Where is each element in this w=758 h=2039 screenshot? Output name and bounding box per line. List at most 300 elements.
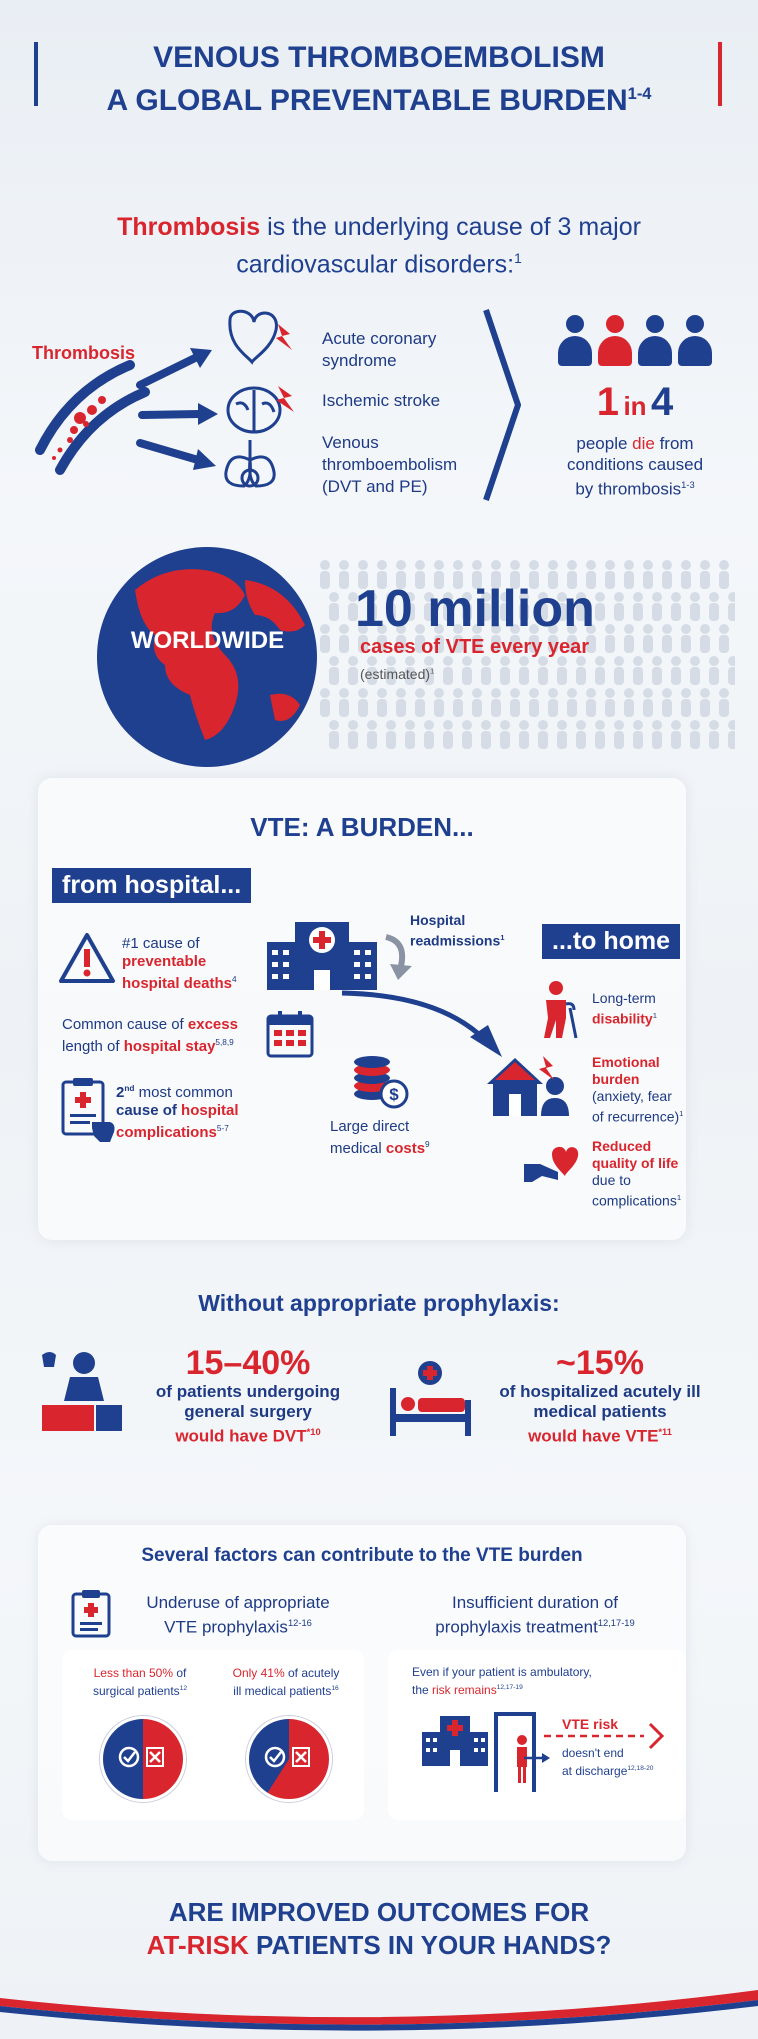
brain-icon xyxy=(228,386,294,432)
crowd-head xyxy=(576,720,586,730)
readmit-line-2 xyxy=(410,929,540,950)
pie-2-sup: 16 xyxy=(331,1685,339,1692)
crowd-head xyxy=(434,688,444,698)
stay-line-2 xyxy=(62,1034,262,1056)
lungs-icon xyxy=(226,440,274,486)
crowd-body xyxy=(671,603,681,621)
prophylaxis-title: Without appropriate prophylaxis: xyxy=(198,1290,560,1316)
stat-in: in xyxy=(623,391,647,421)
crowd-body xyxy=(462,731,472,749)
crowd-body xyxy=(681,571,691,589)
qol-line-3: due to xyxy=(592,1172,631,1188)
crowd-head xyxy=(643,688,653,698)
crowd-head xyxy=(652,720,662,730)
crowd-head xyxy=(643,624,653,634)
crowd-body xyxy=(690,603,700,621)
crowd-head xyxy=(633,656,643,666)
elderly-cane-icon xyxy=(540,980,584,1040)
crowd-body xyxy=(443,731,453,749)
crowd-body xyxy=(377,699,387,717)
crowd-body xyxy=(320,699,330,717)
stat-text-3: conditions caused xyxy=(566,455,704,474)
crowd-body xyxy=(614,731,624,749)
deaths-line-2: preventable xyxy=(122,953,207,970)
crowd-body xyxy=(595,731,605,749)
pie-2-caption xyxy=(216,1666,356,1699)
crowd-head xyxy=(700,560,710,570)
stat-sup: 1-3 xyxy=(681,480,695,490)
crowd-body xyxy=(415,699,425,717)
cost-sup: 9 xyxy=(425,1140,430,1149)
duration-heading xyxy=(400,1592,670,1638)
qol-line-4 xyxy=(592,1189,712,1210)
thrombosis-diagram xyxy=(30,300,330,490)
stat-text-2: from xyxy=(654,434,694,453)
crowd-body xyxy=(690,731,700,749)
crowd-body xyxy=(700,635,710,653)
crowd-head xyxy=(386,720,396,730)
comp-complications: complications xyxy=(116,1124,217,1141)
crowd-body xyxy=(557,667,567,685)
disorder-acs: Acute coronary syndrome xyxy=(322,329,437,370)
estimated-text: (estimated) xyxy=(360,666,431,682)
disability-line-2 xyxy=(592,1007,702,1028)
crowd-body xyxy=(481,731,491,749)
crowd-head xyxy=(671,720,681,730)
stat-one: 1 xyxy=(596,380,619,424)
crowd-head xyxy=(690,592,700,602)
crowd-body xyxy=(671,667,681,685)
qol-line-2: quality of life xyxy=(592,1155,679,1171)
stay-line-1 xyxy=(62,1016,262,1034)
title-sup: 1-4 xyxy=(627,85,652,103)
vte-risk-label: VTE risk xyxy=(562,1716,619,1732)
crowd-body xyxy=(348,731,358,749)
warning-icon xyxy=(58,932,116,984)
crowd-body xyxy=(681,635,691,653)
emotional-line-4-text: of recurrence) xyxy=(592,1108,680,1125)
crowd-head xyxy=(434,560,444,570)
crowd-head xyxy=(481,720,491,730)
crowd-body xyxy=(424,731,434,749)
arrow-icons xyxy=(140,348,218,470)
footer-line-2-text: PATIENTS IN YOUR HANDS? xyxy=(248,1930,612,1960)
crowd-head xyxy=(500,720,510,730)
clipboard-thumbs-down-icon xyxy=(60,1076,120,1146)
crowd-body xyxy=(614,667,624,685)
stay-line-1-text: Common cause of xyxy=(62,1016,188,1033)
crowd-head xyxy=(396,688,406,698)
factors-title: Several factors can contribute to the VTE burden xyxy=(141,1545,583,1566)
crowd-head xyxy=(671,656,681,666)
crowd-head xyxy=(614,656,624,666)
crowd-head xyxy=(510,688,520,698)
emotional-line-1: Emotional xyxy=(592,1054,660,1070)
crowd-head xyxy=(624,688,634,698)
stay-line-2-text: length of xyxy=(62,1038,124,1055)
crowd-head xyxy=(700,624,710,634)
footer-at-risk: AT-RISK xyxy=(146,1930,249,1960)
crowd-head xyxy=(624,560,634,570)
duration-line-2-text: prophylaxis treatment xyxy=(435,1617,598,1637)
comp-line-2 xyxy=(116,1102,296,1120)
comp-hospital: hospital xyxy=(181,1102,239,1119)
crowd-head xyxy=(548,560,558,570)
comp-line-1-text: most common xyxy=(134,1084,233,1101)
crowd-head xyxy=(339,688,349,698)
crowd-head xyxy=(472,560,482,570)
disorder-stroke: Ischemic stroke xyxy=(322,391,441,410)
crowd-body xyxy=(709,603,719,621)
crowd-body xyxy=(605,699,615,717)
ambulatory-line-2 xyxy=(412,1680,682,1698)
pie-2-line-2 xyxy=(216,1681,356,1699)
crowd-head xyxy=(529,560,539,570)
from-hospital-tag: from hospital... xyxy=(52,868,251,903)
surgery-sup: *10 xyxy=(306,1427,321,1437)
crowd-head xyxy=(719,560,729,570)
burden-title: VTE: A BURDEN... xyxy=(250,812,474,842)
crowd-body xyxy=(329,667,339,685)
disorder-vte: Venous thromboembolism (DVT and PE) xyxy=(322,433,458,496)
readmit-sup: 1 xyxy=(500,933,505,942)
surgery-line-3 xyxy=(132,1422,364,1447)
crowd-body xyxy=(633,603,643,621)
crowd-body xyxy=(339,635,349,653)
crowd-body xyxy=(709,667,719,685)
svg-text:$: $ xyxy=(389,1085,399,1104)
underuse-sup: 12-16 xyxy=(287,1618,312,1628)
crowd-body xyxy=(728,603,735,621)
hospital-icon xyxy=(262,912,382,992)
crowd-body xyxy=(700,699,710,717)
crowd-body xyxy=(519,731,529,749)
thrombosis-label: Thrombosis xyxy=(32,343,136,363)
crowd-body xyxy=(605,635,615,653)
crowd-head xyxy=(690,720,700,730)
crowd-head xyxy=(624,624,634,634)
footer-line-2 xyxy=(0,1929,758,1962)
crowd-body xyxy=(595,603,605,621)
crowd-body xyxy=(662,571,672,589)
crowd-body xyxy=(576,731,586,749)
crowd-body xyxy=(339,699,349,717)
risk-sup: 12,18-20 xyxy=(627,1765,654,1772)
title-line-2-text: A GLOBAL PREVENTABLE BURDEN xyxy=(106,84,628,117)
pie-1-line-1-text: of xyxy=(173,1666,187,1680)
crowd-head xyxy=(709,720,719,730)
crowd-head xyxy=(662,560,672,570)
underuse-heading xyxy=(118,1592,358,1638)
pie-2-line-1-text: of acutely xyxy=(284,1666,340,1680)
deaths-text xyxy=(122,935,282,993)
medical-line-2: medical patients xyxy=(533,1402,667,1421)
surgery-line-1: of patients undergoing xyxy=(155,1382,341,1401)
crowd-body xyxy=(510,699,520,717)
person-icon-red xyxy=(598,315,632,369)
disability-red: disability xyxy=(592,1010,653,1027)
crowd-body xyxy=(386,731,396,749)
stat-text-4: by thrombosis xyxy=(575,479,682,499)
crowd-body xyxy=(633,731,643,749)
to-home-tag: ...to home xyxy=(542,924,680,959)
stay-excess: excess xyxy=(187,1016,238,1033)
pie-1-sup: 12 xyxy=(179,1685,188,1692)
crowd-head xyxy=(586,688,596,698)
pie-2-line-2-text: ill medical patients xyxy=(233,1684,332,1698)
crowd-body xyxy=(681,699,691,717)
crowd-body xyxy=(500,731,510,749)
risk-discharge-text xyxy=(562,1746,653,1779)
crowd-head xyxy=(614,592,624,602)
thrombosis-headline xyxy=(0,212,758,280)
surgery-line-2: general surgery xyxy=(184,1402,312,1421)
crowd-head xyxy=(557,720,567,730)
thrombosis-headline-sup: 1 xyxy=(514,251,522,266)
page-title xyxy=(0,40,758,119)
people-row xyxy=(535,315,735,374)
cost-line-1: Large direct xyxy=(330,1118,410,1135)
medical-stat xyxy=(480,1344,720,1447)
crowd-head xyxy=(329,656,339,666)
readmit-line-1: Hospital xyxy=(410,912,466,928)
crowd-head xyxy=(728,656,735,666)
deaths-line-3 xyxy=(122,971,282,993)
crowd-head xyxy=(633,592,643,602)
crowd-head xyxy=(339,624,349,634)
deaths-sup: 4 xyxy=(232,975,237,984)
check-icon xyxy=(266,1748,284,1766)
underuse-line-2-text: VTE prophylaxis xyxy=(164,1617,288,1637)
crowd-head xyxy=(538,720,548,730)
title-line-1: VENOUS THROMBOEMBOLISM xyxy=(153,41,605,74)
stay-sup: 5,8,9 xyxy=(215,1038,234,1047)
duration-line-2 xyxy=(400,1613,670,1638)
complications-text xyxy=(116,1080,296,1142)
vessel-icon xyxy=(40,365,145,470)
crowd-head xyxy=(709,656,719,666)
stat-four: 4 xyxy=(651,380,674,424)
underuse-line-2 xyxy=(118,1613,358,1638)
medical-percent: ~15% xyxy=(556,1344,644,1382)
risk-line-2-text: at discharge xyxy=(562,1764,628,1778)
crowd-head xyxy=(415,688,425,698)
thrombosis-headline-line2-text: cardiovascular disorders: xyxy=(236,250,515,279)
x-box-icon xyxy=(147,1748,163,1766)
crowd-body xyxy=(614,603,624,621)
person-icon xyxy=(638,315,672,369)
comp-sup: 5-7 xyxy=(216,1124,229,1133)
crowd-head xyxy=(652,592,662,602)
stay-text xyxy=(62,1016,262,1056)
crowd-head xyxy=(358,560,368,570)
crowd-head xyxy=(453,688,463,698)
crowd-body xyxy=(719,571,729,589)
surgery-dvt: would have DVT xyxy=(175,1426,307,1446)
cost-red: costs xyxy=(385,1140,426,1157)
crowd-head xyxy=(339,560,349,570)
cost-line-2 xyxy=(330,1136,470,1158)
worldwide-label: WORLDWIDE xyxy=(130,627,285,654)
crowd-body xyxy=(396,699,406,717)
chevron-bracket-icon xyxy=(478,305,528,505)
footer-question xyxy=(0,1896,758,1962)
crowd-head xyxy=(690,656,700,666)
crowd-head xyxy=(320,688,330,698)
pie-1-caption xyxy=(70,1666,210,1699)
crowd-head xyxy=(348,656,358,666)
one-in-four-text xyxy=(530,433,740,500)
surgery-percent: 15–40% xyxy=(185,1344,311,1382)
crowd-body xyxy=(586,699,596,717)
disorders-list xyxy=(322,328,472,498)
crowd-head xyxy=(377,560,387,570)
footer-swoosh xyxy=(0,1970,758,2039)
small-hospital-icon xyxy=(420,1708,490,1768)
crowd-body xyxy=(367,731,377,749)
vte-cases-per-year: cases of VTE every year xyxy=(360,636,590,658)
thrombosis-headline-line-1 xyxy=(0,212,758,243)
clipboard-icon xyxy=(70,1588,112,1638)
crowd-head xyxy=(586,560,596,570)
crowd-head xyxy=(681,560,691,570)
crowd-head xyxy=(358,688,368,698)
comp-line-2-text: cause of xyxy=(116,1102,182,1119)
footer-line-1: ARE IMPROVED OUTCOMES FOR xyxy=(168,1897,590,1927)
duration-line-1: Insufficient duration of xyxy=(451,1593,618,1612)
crowd-body xyxy=(643,635,653,653)
crowd-body xyxy=(329,603,339,621)
crowd-head xyxy=(491,560,501,570)
crowd-body xyxy=(462,667,472,685)
crowd-head xyxy=(605,688,615,698)
crowd-head xyxy=(719,688,729,698)
pie-1-line-2-text: surgical patients xyxy=(92,1684,180,1698)
crowd-body xyxy=(557,731,567,749)
crowd-head xyxy=(595,720,605,730)
disability-sup: 1 xyxy=(652,1011,657,1020)
comp-2: 2 xyxy=(116,1084,125,1101)
crowd-body xyxy=(709,731,719,749)
thrombosis-word: Thrombosis xyxy=(117,213,261,241)
stat-text-die: die xyxy=(632,434,655,453)
crowd-head xyxy=(681,688,691,698)
crowd-body xyxy=(491,699,501,717)
crowd-body xyxy=(443,667,453,685)
crowd-body xyxy=(633,667,643,685)
crowd-body xyxy=(624,635,634,653)
medical-line-3 xyxy=(480,1422,720,1447)
ambulatory-risk: risk remains xyxy=(432,1683,497,1697)
hospital-bed-icon xyxy=(388,1358,473,1438)
crowd-body xyxy=(700,571,710,589)
crowd-head xyxy=(681,624,691,634)
title-line-2 xyxy=(0,76,758,119)
crowd-body xyxy=(624,699,634,717)
crowd-head xyxy=(424,720,434,730)
ten-million: 10 million xyxy=(355,580,595,638)
crowd-body xyxy=(538,731,548,749)
crowd-head xyxy=(605,624,615,634)
stat-text-line-3 xyxy=(530,475,740,500)
crowd-body xyxy=(652,603,662,621)
crowd-head xyxy=(728,720,735,730)
crowd-body xyxy=(719,699,729,717)
crowd-head xyxy=(595,592,605,602)
crowd-body xyxy=(529,699,539,717)
disability-line-1: Long-term xyxy=(592,990,656,1006)
pie-2-red: Only 41% xyxy=(232,1666,285,1680)
crowd-head xyxy=(652,656,662,666)
crowd-body xyxy=(662,635,672,653)
hand-heart-icon xyxy=(522,1142,582,1192)
crowd-body xyxy=(481,667,491,685)
crowd-head xyxy=(633,720,643,730)
crowd-body xyxy=(358,699,368,717)
crowd-head xyxy=(614,720,624,730)
crowd-body xyxy=(320,571,330,589)
calendar-icon xyxy=(266,1010,314,1058)
crowd-head xyxy=(700,688,710,698)
crowd-body xyxy=(567,699,577,717)
crowd-head xyxy=(595,656,605,666)
crowd-body xyxy=(320,635,330,653)
qol-line-1: Reduced xyxy=(592,1138,652,1154)
emotional-line-4 xyxy=(592,1105,712,1126)
person-icon xyxy=(678,315,712,369)
crowd-head xyxy=(491,688,501,698)
crowd-head xyxy=(529,688,539,698)
readmit-line-2-text: readmissions xyxy=(410,932,501,949)
ambulatory-line-2-text: the xyxy=(412,1683,433,1697)
crowd-head xyxy=(472,688,482,698)
crowd-body xyxy=(548,699,558,717)
crowd-body xyxy=(690,667,700,685)
home-person-icon xyxy=(483,1050,573,1120)
thrombosis-headline-line-2 xyxy=(0,243,758,280)
crowd-body xyxy=(519,667,529,685)
crowd-body xyxy=(538,667,548,685)
pie-2-line-1 xyxy=(216,1666,356,1681)
deaths-line-3-text: hospital deaths xyxy=(122,975,233,992)
crowd-head xyxy=(662,624,672,634)
crowd-head xyxy=(462,720,472,730)
crowd-head xyxy=(567,688,577,698)
ambulatory-line-1: Even if your patient is ambulatory, xyxy=(412,1665,592,1679)
crowd-head xyxy=(643,560,653,570)
cost-line-2-text: medical xyxy=(330,1140,386,1157)
crowd-head xyxy=(510,560,520,570)
one-in-four xyxy=(535,380,735,425)
check-icon xyxy=(120,1748,138,1766)
stat-text-1: people xyxy=(576,434,633,453)
crowd-body xyxy=(605,571,615,589)
thrombosis-headline-rest: is the underlying cause of 3 major xyxy=(260,213,641,241)
crowd-head xyxy=(396,560,406,570)
pie-1-line-1 xyxy=(70,1666,210,1681)
person-icon xyxy=(558,315,592,369)
x-box-icon xyxy=(293,1748,309,1766)
surgery-stat xyxy=(132,1344,364,1447)
deaths-line-1: #1 cause of xyxy=(122,935,200,952)
disability-text xyxy=(592,990,702,1028)
crowd-body xyxy=(329,731,339,749)
estimated-note xyxy=(360,666,434,682)
ambulatory-text xyxy=(412,1665,682,1698)
crowd-head xyxy=(728,592,735,602)
crowd-head xyxy=(443,720,453,730)
crowd-body xyxy=(643,699,653,717)
